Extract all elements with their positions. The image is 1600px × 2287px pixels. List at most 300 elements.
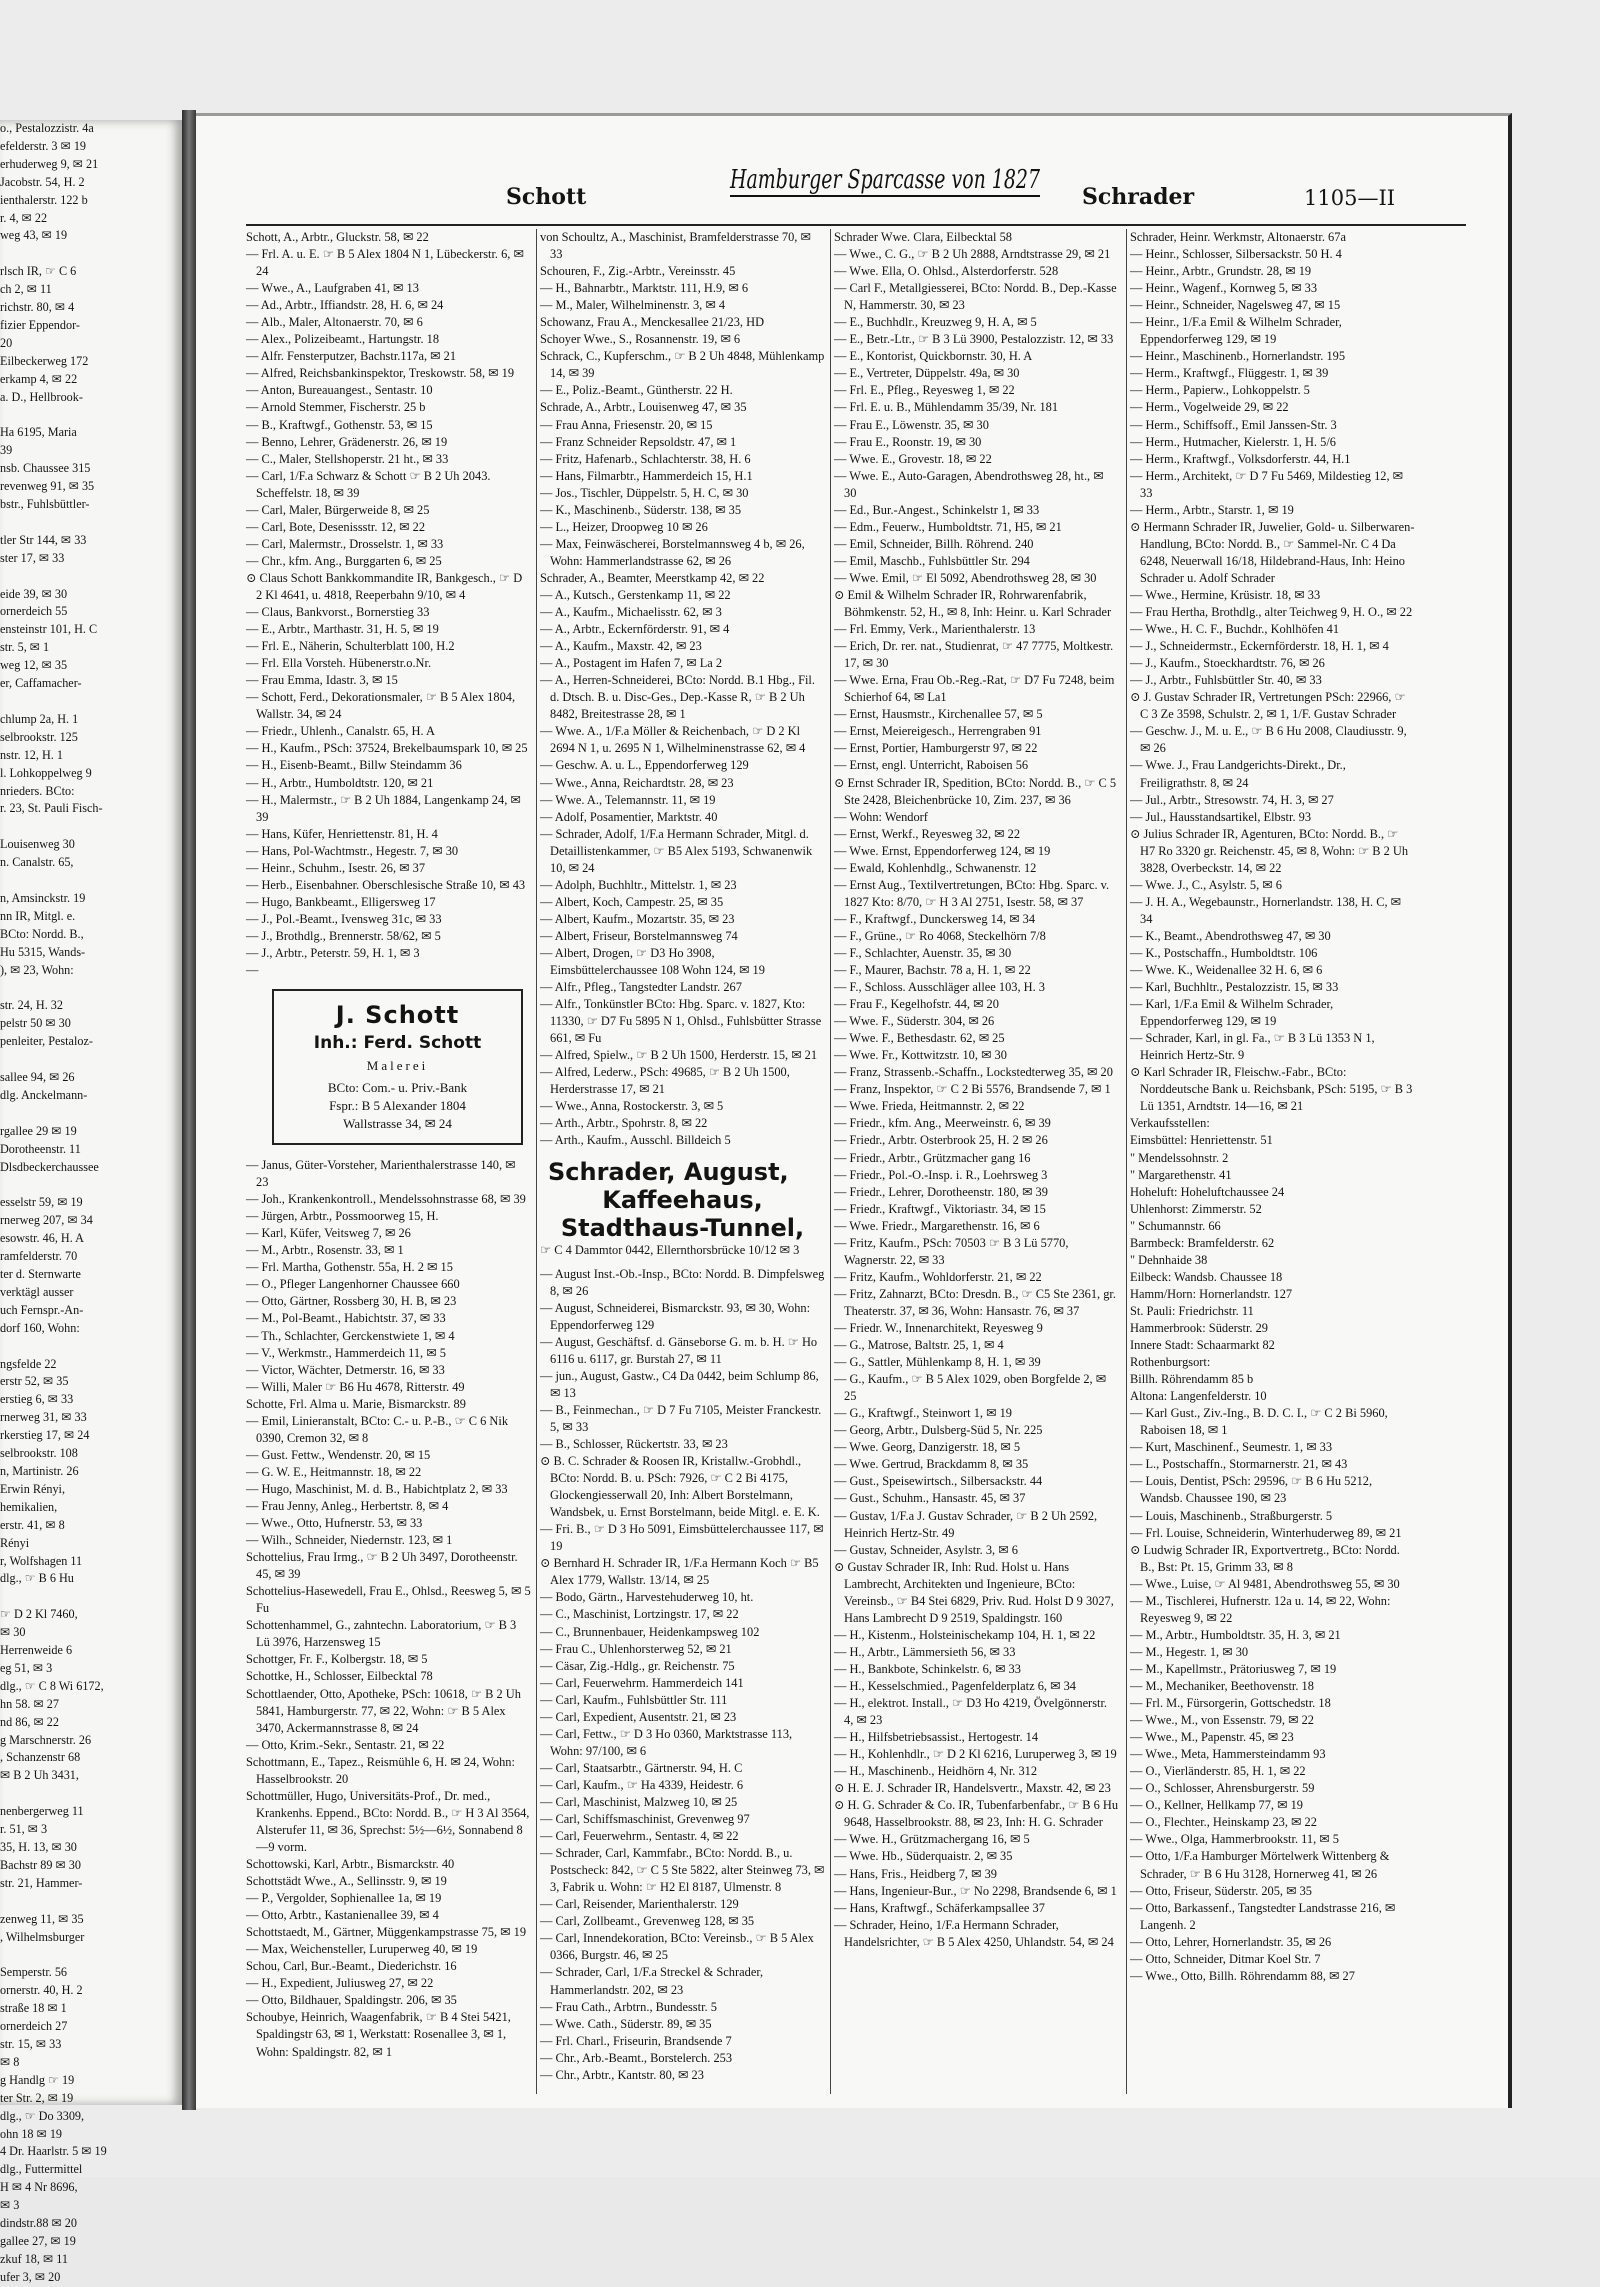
left-page-line: esselstr 59, ✉ 19 [0,1195,83,1210]
directory-entry: — Carl, Malermstr., Drosselstr. 1, ✉ 33 [246,536,444,551]
left-page-line: er, Caffamacher- [0,676,82,691]
left-page-line: Erwin Rényi, [0,1481,65,1496]
directory-entry: — Chr., kfm. Ang., Burggarten 6, ✉ 25 [246,553,442,568]
directory-entry: — Friedr., kfm. Ang., Meerweinstr. 6, ✉ 39 [834,1116,1051,1131]
left-page-line: erkamp 4, ✉ 22 [0,371,78,386]
left-page-line [0,1946,182,1964]
left-page-line: nn IR, Mitgl. e. [0,908,76,923]
directory-entry: Rothenburgsort: [1130,1355,1211,1370]
left-page-line: rnerweg 31, ✉ 33 [0,1410,87,1425]
directory-entry: — H., Eisenb-Beamt., Billw Steindamm 36 [246,758,462,773]
left-page-line [0,693,182,711]
directory-entry: — Claus, Bankvorst., Bornerstieg 33 [246,605,430,620]
directory-entry: — G., Sattler, Mühlenkamp 8, H. 1, ✉ 39 [834,1355,1041,1370]
ad-line: Stadthaus-Tunnel, [560,1213,805,1242]
directory-entry: Innere Stadt: Schaarmarkt 82 [1130,1338,1275,1353]
directory-entry: — Otto, Friseur, Süderstr. 205, ✉ 35 [1130,1883,1312,1898]
left-page-line: 20 [0,335,13,350]
left-page-line: Dorotheenstr. 11 [0,1141,81,1156]
ad-phone: Fspr.: B 5 Alexander 1804 [329,1098,466,1114]
left-page-line: nd 86, ✉ 22 [0,1714,59,1729]
left-page-line: Herrenweide 6 [0,1643,73,1658]
left-page-line: r. 23, St. Pauli Fisch- [0,801,103,816]
directory-entry: — Herm., Vogelweide 29, ✉ 22 [1130,400,1289,415]
left-page-line [0,1176,182,1194]
ad-line: Kaffeehaus, [602,1185,763,1214]
directory-entry: — Wwe. J., C., Asylstr. 5, ✉ 6 [1130,877,1282,892]
directory-entry: — Schrader, Adolf, 1/F.a Hermann Schrader, Mitgl. d. Detaillistenkammer, ☞ B5 Alex 5193, Schwanenwik 10, ✉ 24 [540,826,813,875]
directory-entry: — Otto, Schneider, Ditmar Koel Str. 7 [1130,1951,1321,1966]
directory-entry: — Jul., Hausstandsartikel, Elbstr. 93 [1130,809,1312,824]
directory-entry: — Franz, Strassenb.-Schaffn., Lockstedterweg 35, ✉ 20 [834,1065,1113,1080]
left-page-line: eide 39, ✉ 30 [0,586,68,601]
directory-entry: — Heinr., Arbtr., Grundstr. 28, ✉ 19 [1130,264,1312,279]
left-page-line: ornerdeich 27 [0,2019,68,2034]
directory-entry: — C., Maler, Stellshoperstr. 21 ht., ✉ 33 [246,451,449,466]
directory-entry: — Wwe. E., Auto-Garagen, Abendrothsweg 28, ht., ✉ 30 [834,468,1104,500]
directory-entry: ⊙ Bernhard H. Schrader IR, 1/F.a Hermann Koch ☞ B5 Alex 1779, Wallstr. 13/14, ✉ 25 [540,1556,819,1588]
directory-entry: — M., Arbtr., Humboldtstr. 35, H. 3, ✉ 21 [1130,1627,1341,1642]
directory-entry: — J., Kaufm., Stoeckhardtstr. 76, ✉ 26 [1130,656,1325,671]
left-page-line [0,1051,182,1069]
directory-entry: Hammerbrook: Süderstr. 29 [1130,1321,1268,1335]
directory-entry: Eilbeck: Wandsb. Chaussee 18 [1130,1269,1283,1284]
directory-entry: — Wwe. Frieda, Heitmannstr. 2, ✉ 22 [834,1099,1025,1114]
directory-entry: — Arth., Arbtr., Spohrstr. 8, ✉ 22 [540,1116,708,1131]
column-1 [246,229,531,2094]
directory-entry: Billh. Röhrendamm 85 b [1130,1372,1254,1387]
directory-entry: — H., Bahnarbtr., Marktstr. 111, H.9, ✉ 6 [540,281,749,296]
directory-entry: — Friedr., Uhlenh., Canalstr. 65, H. A [246,724,435,739]
directory-entry: Hamm/Horn: Hornerlandstr. 127 [1130,1286,1293,1301]
directory-entry: — Wwe., M., Papenstr. 45, ✉ 23 [1130,1730,1294,1745]
left-page-line: dlg., ☞ C 8 Wi 6172, [0,1678,104,1693]
directory-entry: — H., Kesselschmied., Pagenfelderplatz 6, ✉ 34 [834,1678,1076,1693]
left-page-line: Jacobstr. 54, H. 2 [0,174,85,189]
left-page-line: ✉ 30 [0,1625,26,1640]
directory-entry: Schottstädt Wwe., A., Sellinsstr. 9, ✉ 19 [246,1874,447,1889]
directory-entry: — Bodo, Gärtn., Harvestehuderweg 10, ht. [540,1590,754,1605]
directory-entry: — Victor, Wächter, Detmerstr. 16, ✉ 33 [246,1362,445,1377]
left-page-line: ✉ 3 [0,2198,20,2213]
left-page-line: r. 4, ✉ 22 [0,210,48,225]
directory-entry: — V., Werkmstr., Hammerdeich 11, ✉ 5 [246,1345,446,1360]
directory-entry: ⊙ J. Gustav Schrader IR, Vertretungen PSch: 22966, ☞ C 3 Ze 3598, Schulstr. 2, ✉ 1, 1/F. Gustav Schrader [1130,690,1406,722]
left-page-line: nrieders. BCto: [0,783,75,798]
directory-entry: — Hans, Fris., Heidberg 7, ✉ 39 [834,1866,997,1881]
directory-entry: — Willi, Maler ☞ B6 Hu 4678, Ritterstr. 49 [246,1379,465,1394]
directory-entry: — Wwe. A., Telemannstr. 11, ✉ 19 [540,792,716,807]
directory-entry: — Herm., Hutmacher, Kielerstr. 1, H. 5/6 [1130,434,1336,449]
directory-entry: — Emil, Linieranstalt, BCto: C.- u. P.-B., ☞ C 6 Nik 0390, Cremon 32, ✉ 8 [246,1413,509,1445]
column-4 [1130,229,1415,2094]
directory-entry: — P., Vergolder, Sophienallee 1a, ✉ 19 [246,1891,442,1906]
directory-entry: von Schoultz, A., Maschinist, Bramfelderstrasse 70, ✉ 33 [540,230,811,262]
directory-entry: — M., Kapellmstr., Prätoriusweg 7, ✉ 19 [1130,1661,1337,1676]
directory-entry: — Arnold Stemmer, Fischerstr. 25 b [246,400,426,415]
directory-entry: — Wohn: Wendorf [834,809,928,824]
ad-trade: Malerei [366,1058,429,1074]
directory-entry: — Alfr. Fensterputzer, Bachstr.117a, ✉ 21 [246,349,457,364]
directory-entry: ⊙ H. G. Schrader & Co. IR, Tubenfarbenfabr., ☞ B 6 Hu 9648, Hasselbrookstr. 88, ✉ 23, Inh: H. G. Schrader [834,1798,1119,1830]
directory-entry: — Carl, Zollbeamt., Grevenweg 128, ✉ 35 [540,1914,755,1929]
directory-entry: — Frl. Emmy, Verk., Marienthalerstr. 13 [834,622,1036,637]
directory-entry: — Schrader, Carl, Kammfabr., BCto: Nordd. B., u. Postscheck: 842, ☞ C 5 Ste 5822, alter Steinweg 73, ✉ 3, Fabrik u. Wohn: ☞ H2 El 8187, Ulmenstr. 8 [540,1846,825,1895]
left-page-line: ramfelderstr. 70 [0,1249,78,1264]
left-page-line: Ha 6195, Maria [0,425,77,440]
directory-entry: — E., Arbtr., Marthastr. 31, H. 5, ✉ 19 [246,622,439,637]
left-page-line [0,1785,182,1803]
left-page-line: Eilbeckerweg 172 [0,353,89,368]
left-page-line [0,818,182,836]
sparcasse-logo [726,144,1046,206]
left-page-line: dlg., ☞ B 6 Hu [0,1571,74,1586]
left-page-line: a. D., Hellbrook- [0,389,83,404]
directory-entry: — Frau Anna, Friesenstr. 20, ✉ 15 [540,417,713,432]
directory-entry: — Wwe. Hb., Süderquaistr. 2, ✉ 35 [834,1849,1013,1864]
directory-entry: — Ed., Bur.-Angest., Schinkelstr 1, ✉ 33 [834,502,1040,517]
left-page-line: rkerstieg 17, ✉ 24 [0,1428,90,1443]
directory-entry: — E., Kontorist, Quickbornstr. 30, H. A [834,349,1033,364]
left-page-line: 39 [0,443,13,458]
left-page-line [0,1588,182,1606]
directory-entry: — J. H. A., Wegebaunstr., Hornerlandstr. 138, H. C, ✉ 34 [1130,894,1402,926]
ad-line: Schrader, August, [548,1157,789,1186]
left-page-line: ster 17, ✉ 33 [0,550,65,565]
directory-entry: Verkaufsstellen: [1130,1116,1210,1131]
left-page-line: Bachstr 89 ✉ 30 [0,1857,81,1872]
directory-entry: — Emil, Schneider, Billh. Röhrend. 240 [834,536,1034,551]
directory-entry: — Wwe., A., Laufgraben 41, ✉ 13 [246,281,419,296]
directory-entry: — Ernst Aug., Textilvertretungen, BCto: Hbg. Sparc. v. 1827 Kto: 8/70, ☞ H 3 Al 2751, Isestr. 58, ✉ 37 [834,877,1110,909]
directory-entry: — Th., Schlachter, Gerckenstwiete 1, ✉ 4 [246,1328,455,1343]
left-page-line: g Handlg ☞ 19 [0,2072,75,2087]
directory-entry: — Frau C., Uhlenhorsterweg 52, ✉ 21 [540,1641,732,1656]
left-page-line: ch 2, ✉ 11 [0,282,52,297]
directory-entry: — Janus, Güter-Vorsteher, Marienthalerstrasse 140, ✉ 23 [246,1158,516,1190]
directory-entry: — Alfr., Tonkünstler BCto: Hbg. Sparc. v. 1827, Kto: 11330, ☞ D7 Fu 5895 N 1, Ohlsd., Fuhlsbütter Strasse 661, ✉ Fu [540,997,822,1046]
directory-entry: — Fritz, Hafenarb., Schlachterstr. 38, H. 6 [540,451,751,466]
directory-entry: Schottger, Fr. F., Kolbergstr. 18, ✉ 5 [246,1652,428,1667]
directory-entry: — Adolf, Posamentier, Marktstr. 40 [540,809,718,824]
column-3 [834,229,1119,2094]
directory-entry: — Wwe. K., Weidenallee 32 H. 6, ✉ 6 [1130,963,1323,978]
directory-entry: — Otto, 1/F.a Hamburger Mörtelwerk Wittenberg & Schrader, ☞ B 6 Hu 3128, Hornerweg 41, ✉ 26 [1130,1849,1390,1881]
directory-entry: — Alfred, Spielw., ☞ B 2 Uh 1500, Herderstr. 15, ✉ 21 [540,1048,818,1063]
left-page-line: dlg., ☞ Do 3309, [0,2108,85,2123]
left-page-line: nstr. 12, H. 1 [0,747,63,762]
header-first-name: Schott [506,184,587,210]
directory-entry: — Frau Jenny, Anleg., Herbertstr. 8, ✉ 4 [246,1499,449,1513]
directory-entry: — Frl. Louise, Schneiderin, Winterhuderweg 89, ✉ 21 [1130,1525,1402,1540]
directory-entry: — H., Maschinenb., Heidhörn 4, Nr. 312 [834,1764,1038,1779]
directory-entry: — Frau Cath., Arbtrn., Bundesstr. 5 [540,1999,717,2014]
directory-entry: — Herm., Kraftwgf., Volksdorferstr. 44, H.1 [1130,451,1351,466]
directory-entry: — Wwe. Gertrud, Brackdamm 8, ✉ 35 [834,1457,1029,1472]
left-page-line: ter Str. 2, ✉ 19 [0,2090,74,2105]
directory-entry: — Kurt, Maschinenf., Seumestr. 1, ✉ 33 [1130,1440,1333,1455]
directory-entry: — Gust. Fettw., Wendenstr. 20, ✉ 15 [246,1447,431,1462]
directory-entry: Schrack, C., Kupferschm., ☞ B 2 Uh 4848, Mühlenkamp 14, ✉ 39 [540,349,825,381]
column-2 [540,229,825,2094]
directory-entry: Eimsbüttel: Henriettenstr. 51 [1130,1133,1273,1148]
directory-entry: — Carl, Staatsarbtr., Gärtnerstr. 94, H. C [540,1760,743,1775]
directory-entry: Schottmann, E., Tapez., Reismühle 6, H. ✉ 24, Wohn: Hasselbrookstr. 20 [246,1754,515,1786]
directory-entry: Schoubye, Heinrich, Waagenfabrik, ☞ B 4 Stei 5421, Spaldingstr 63, ✉ 1, Werkstatt: Rosenallee 3, ✉ 1, Wohn: Spaldingstr. 82, ✉ 1 [246,2010,511,2059]
directory-entry: — Fritz, Zahnarzt, BCto: Dresdn. B., ☞ C5 Ste 2361, gr. Theaterstr. 37, ✉ 36, Wohn: Hansastr. 76, ✉ 37 [834,1286,1116,1318]
directory-entry: — August Inst.-Ob.-Insp., BCto: Nordd. B. Dimpfelsweg 8, ✉ 26 [540,1266,825,1298]
directory-entry: — Geschw. A. u. L., Eppendorferweg 129 [540,758,749,773]
directory-entry: — Karl, Küfer, Veitsweg 7, ✉ 26 [246,1226,411,1241]
directory-entry: — M., Mechaniker, Beethovenstr. 18 [1130,1678,1314,1693]
directory-entry: — Arth., Kaufm., Ausschl. Billdeich 5 [540,1133,731,1148]
directory-entry: — Max, Weichensteller, Luruperweg 40, ✉ 19 [246,1942,478,1957]
directory-entry: — Frl. E., Pfleg., Reyesweg 1, ✉ 22 [834,383,1015,398]
directory-entry: — Alfred, Reichsbankinspektor, Treskowstr. 58, ✉ 19 [246,366,515,381]
directory-entry: — B., Kraftwgf., Gothenstr. 53, ✉ 15 [246,417,433,432]
directory-entry: — Anton, Bureauangest., Sentastr. 10 [246,383,433,398]
directory-entry: — Louis, Dentist, PSch: 29596, ☞ B 6 Hu 5212, Wandsb. Chaussee 190, ✉ 23 [1130,1474,1373,1506]
directory-entry: — Frau E., Löwenstr. 35, ✉ 30 [834,417,989,432]
directory-entry: — Jul., Arbtr., Stresowstr. 74, H. 3, ✉ 27 [1130,792,1334,807]
ad-owner: Inh.: Ferd. Schott [313,1033,482,1054]
directory-entry: " Mendelssohnstr. 2 [1130,1150,1229,1165]
directory-entry: — Carl, Maler, Bürgerweide 8, ✉ 25 [246,502,430,517]
directory-entry: — M., Maler, Wilhelminenstr. 3, ✉ 4 [540,298,726,313]
left-page-line: , Wilhelmsburger [0,1929,85,1944]
ad-line: ☞ C 4 Dammtor 0442, Ellernthorsbrücke 10/12 ✉ 3 [540,1242,800,1257]
directory-entry: — Carl, Fettw., ☞ D 3 Ho 0360, Marktstrasse 113, Wohn: 97/100, ✉ 6 [540,1726,793,1758]
left-page-line: erhuderweg 9, ✉ 21 [0,156,99,171]
column-divider [830,229,831,2094]
left-page-line: Semperstr. 56 [0,1965,68,1980]
directory-entry: Schrader Wwe. Clara, Eilbecktal 58 [834,230,1012,244]
directory-entry: — O., Flechter., Heinskamp 23, ✉ 22 [1130,1815,1317,1830]
directory-entry: — Herm., Kraftwgf., Flüggestr. 1, ✉ 39 [1130,366,1329,381]
directory-entry: — Frl. A. u. E. ☞ B 5 Alex 1804 N 1, Lübeckerstr. 6, ✉ 24 [246,247,524,279]
directory-entry: — L., Heizer, Droopweg 10 ✉ 26 [540,519,708,534]
left-page-line: Louisenweg 30 [0,837,75,852]
directory-entry: — F., Grüne., ☞ Ro 4068, Steckelhörn 7/8 [834,928,1046,943]
directory-entry: — Benno, Lehrer, Grädenerstr. 26, ✉ 19 [246,434,448,449]
directory-entry: — Heinr., Schuhm., Isestr. 26, ✉ 37 [246,860,426,875]
left-page-line [0,568,182,586]
left-page-line: eg 51, ✉ 3 [0,1660,53,1675]
directory-entry: — Heinr., Schneider, Nagelsweg 47, ✉ 15 [1130,298,1341,313]
directory-entry: — Friedr., Arbtr. Osterbrook 25, H. 2 ✉ 26 [834,1133,1048,1148]
directory-entry: — Ernst, Meiereigesch., Herrengraben 91 [834,724,1042,739]
directory-entry: — Friedr. W., Innenarchitekt, Reyesweg 9 [834,1321,1043,1335]
directory-entry: — Hugo, Bankbeamt., Elligersweg 17 [246,894,436,909]
directory-entry: — F., Maurer, Bachstr. 78 a, H. 1, ✉ 22 [834,963,1031,978]
directory-entry: — Hugo, Maschinist, M. d. B., Habichtplatz 2, ✉ 33 [246,1481,508,1496]
directory-entry: — H., Expedient, Juliusweg 27, ✉ 22 [246,1976,434,1991]
directory-entry: — Herm., Architekt, ☞ D 7 Fu 5469, Mildestieg 12, ✉ 33 [1130,468,1404,500]
directory-entry: — Geschw. J., M. u. E., ☞ B 6 Hu 2008, Claudiusstr. 9, ✉ 26 [1130,724,1407,756]
directory-entry: — Hans, Küfer, Henriettenstr. 81, H. 4 [246,826,438,841]
left-page-line: zenweg 11, ✉ 35 [0,1911,84,1926]
left-page-line: verktägl ausser [0,1284,74,1299]
directory-entry: — A., Herren-Schneiderei, BCto: Nordd. B.1 Hbg., Fil. d. Dtsch. B. u. Disc-Ges., Dep.-Kasse R, ☞ B 2 Uh 8482, Breitestrasse 28, ✉ 1 [540,673,815,722]
left-page-line: l. Lohkoppelweg 9 [0,765,92,780]
directory-entry: — J., Schneidermstr., Eckernförderstr. 18, H. 1, ✉ 4 [1130,639,1389,654]
directory-entry: Altona: Langenfelderstr. 10 [1130,1389,1267,1404]
left-page-line: bstr., Fuhlsbüttler- [0,497,90,512]
directory-entry: — C., Maschinist, Lortzingstr. 17, ✉ 22 [540,1607,739,1622]
directory-entry: — Wwe. Cath., Süderstr. 89, ✉ 35 [540,2016,712,2031]
directory-entry: — Wilh., Schneider, Niedernstr. 123, ✉ 1 [246,1533,453,1548]
left-page-line: Dlsdbeckerchaussee [0,1159,99,1174]
directory-entry: ⊙ Gustav Schrader IR, Inh: Rud. Holst u. Hans Lambrecht, Architekten und Ingenieure, BCto: Vereinsb., ☞ B4 Stei 6829, Priv. Rud. Holst D 9 3027, Hans Lambrecht D 9 2519, Spaldingstr. 160 [834,1559,1114,1625]
directory-entry: Schouren, F., Zig.-Arbtr., Vereinsstr. 45 [540,264,736,279]
directory-entry: St. Pauli: Friedrichstr. 11 [1130,1303,1254,1318]
directory-entry: — Karl, 1/F.a Emil & Wilhelm Schrader, Eppendorferweg 129, ✉ 19 [1130,997,1334,1029]
directory-entry: — H., Kaufm., PSch: 37524, Brekelbaumspark 10, ✉ 25 [246,741,528,756]
directory-entry: — H., elektrot. Install., ☞ D3 Ho 4219, Övelgönnerstr. 4, ✉ 23 [834,1696,1107,1728]
directory-entry: — Wwe., H. C. F., Buchdr., Kohlhöfen 41 [1130,622,1340,637]
directory-entry: — Wwe., Olga, Hammerbrookstr. 11, ✉ 5 [1130,1832,1339,1847]
header-rule [246,224,1466,226]
left-page-line: selbrookstr. 108 [0,1446,78,1461]
directory-entry: — Albert, Drogen, ☞ D3 Ho 3908, Eimsbüttelerchaussee 108 Wohn 124, ✉ 19 [540,945,765,978]
directory-entry: ⊙ Claus Schott Bankkommandite IR, Bankgesch., ☞ D 2 Kl 4641, u. 4818, Reeperbahn 9/10, ✉ 4 [246,570,523,602]
directory-entry: — Wwe., M., von Essenstr. 79, ✉ 22 [1130,1713,1314,1728]
directory-entry: — Ad., Arbtr., Iffiandstr. 28, H. 6, ✉ 24 [246,298,444,313]
directory-entry: — Louis, Maschinenb., Straßburgerstr. 5 [1130,1508,1333,1523]
directory-entry: Schottenhammel, G., zahntechn. Laboratorium, ☞ B 3 Lü 3976, Harzensweg 15 [246,1618,517,1650]
directory-entry: — Emil, Maschb., Fuhlsbüttler Str. 294 [834,553,1030,568]
directory-entry: — Carl, Reisender, Marienthalerstr. 129 [540,1897,739,1912]
directory-entry: ⊙ B. C. Schrader & Roosen IR, Kristallw.-Grobhdl., BCto: Nordd. B. u. PSch: 7926, ☞ C 2 Bi 4175, Glockengiesserwall 20, Inh: Albert Borstelmann, Wandsbek, u. Ernst Borstelmann, beide Mitgl. e. E. K. [540,1454,820,1520]
directory-entry: " Margarethenstr. 41 [1130,1167,1232,1182]
left-page-line: esowstr. 46, H. A [0,1231,84,1246]
left-page-line: hemikalien, [0,1499,58,1514]
directory-entry: — Gustav, Schneider, Asylstr. 3, ✉ 6 [834,1542,1018,1557]
column-divider [1126,229,1127,2094]
directory-entry: — F., Schloss. Ausschläger allee 103, H. 3 [834,980,1046,995]
directory-entry: — Frl. E. u. B., Mühlendamm 35/39, Nr. 181 [834,400,1059,415]
directory-entry: — K., Beamt., Abendrothsweg 47, ✉ 30 [1130,928,1331,943]
left-page-line: weg 12, ✉ 35 [0,658,68,673]
directory-entry: — Wwe. F., Bethesdastr. 62, ✉ 25 [834,1031,1005,1046]
directory-entry: — Wwe., Meta, Hammersteindamm 93 [1130,1747,1326,1762]
directory-entry: — F., Schlachter, Auenstr. 35, ✉ 30 [834,945,1012,960]
ad-bank: BCto: Com.- u. Priv.-Bank [327,1080,468,1096]
directory-entry: — Friedr., Pol.-O.-Insp. i. R., Loehrsweg 3 [834,1167,1048,1182]
left-page-line: efelderstr. 3 ✉ 19 [0,138,87,153]
directory-entry: — Alfr., Pfleg., Tangstedter Landstr. 267 [540,980,742,995]
directory-entry: — Frl. Martha, Gothenstr. 55a, H. 2 ✉ 15 [246,1260,453,1275]
directory-entry: — Otto, Krim.-Sekr., Sentastr. 21, ✉ 22 [246,1737,445,1752]
directory-entry: — Ernst, Werkf., Reyesweg 32, ✉ 22 [834,826,1021,841]
directory-entry: — August, Schneiderei, Bismarckstr. 93, ✉ 30, Wohn: Eppendorferweg 129 [540,1300,811,1332]
left-page-line: ☞ D 2 Kl 7460, [0,1607,78,1622]
directory-entry: — Friedr., Kraftwgf., Viktoriastr. 34, ✉ 15 [834,1201,1046,1216]
directory-entry: ⊙ Ernst Schrader IR, Spedition, BCto: Nordd. B., ☞ C 5 Ste 2428, Bleichenbrücke 10, Zim. 237, ✉ 36 [834,775,1117,807]
left-page-line [0,245,182,263]
left-page-line: rlsch IR, ☞ C 6 [0,264,77,279]
directory-entry: — Wwe. Georg, Danzigerstr. 18, ✉ 5 [834,1440,1021,1455]
directory-entry: Schowanz, Frau A., Menckesallee 21/23, HD [540,315,765,330]
left-page-line: H ✉ 4 Nr 8696, [0,2180,78,2195]
directory-entry: — Gustav, 1/F.a J. Gustav Schrader, ☞ B 2 Uh 2592, Heinrich Hertz-Str. 49 [834,1508,1098,1540]
left-page-line: gallee 27, ✉ 19 [0,2233,76,2248]
directory-entry: — Friedr., Lehrer, Dorotheenstr. 180, ✉ 39 [834,1184,1048,1199]
directory-entry: — Albert, Friseur, Borstelmannsweg 74 [540,928,738,943]
directory-entry: — Wwe. Ernst, Eppendorferweg 124, ✉ 19 [834,843,1051,858]
directory-entry: — B., Feinmechan., ☞ D 7 Fu 7105, Meister Franckestr. 5, ✉ 33 [540,1402,822,1434]
directory-entry: — Adolph, Buchhltr., Mittelstr. 1, ✉ 23 [540,877,737,892]
directory-entry: — Max, Feinwäscherei, Borstelmannsweg 4 b, ✉ 26, Wohn: Hammerlandstrasse 62, ✉ 26 [540,536,805,568]
directory-entry: — Gust., Schuhm., Hansastr. 45, ✉ 37 [834,1491,1026,1506]
directory-entry: — E., Buchhdlr., Kreuzweg 9, H. A, ✉ 5 [834,315,1037,330]
left-page-line: str. 24, H. 32 [0,998,63,1013]
directory-entry: Schrader, A., Beamter, Meerstkamp 42, ✉ 22 [540,570,765,585]
left-page-line: weg 43, ✉ 19 [0,228,68,243]
directory-entry: — Carl, Schiffsmaschinist, Grevenweg 97 [540,1812,750,1827]
directory-entry: — J., Arbtr., Peterstr. 59, H. 1, ✉ 3 [246,945,420,960]
directory-entry: — Georg, Arbtr., Dulsberg-Süd 5, Nr. 225 [834,1423,1043,1438]
left-page-line: ornerstr. 40, H. 2 [0,1983,83,1998]
directory-entry: — Frl. M., Fürsorgerin, Gottschedstr. 18 [1130,1696,1331,1711]
left-page-line: ngsfelde 22 [0,1356,57,1371]
directory-entry: — M., Pol-Beamt., Habichtstr. 37, ✉ 33 [246,1311,446,1326]
ad-title: J. Schott [335,1001,460,1030]
left-page-line: ohn 18 ✉ 19 [0,2126,63,2141]
directory-entry: — Fritz, Kaufm., Wohldorferstr. 21, ✉ 22 [834,1269,1042,1284]
page-header [196,116,1508,211]
left-page-line: Hu 5315, Wands- [0,944,86,959]
directory-entry: — Wwe., C. G., ☞ B 2 Uh 2888, Arndtstrasse 29, ✉ 21 [834,247,1111,262]
directory-entry: — E., Betr.-Ltr., ☞ B 3 Lü 3900, Pestalozzistr. 12, ✉ 33 [834,332,1114,347]
directory-entry: — Otto, Arbtr., Kastanienallee 39, ✉ 4 [246,1908,439,1923]
left-page-line [0,872,182,890]
directory-entry: — Hans, Ingenieur-Bur., ☞ No 2298, Brandsende 6, ✉ 1 [834,1883,1117,1898]
directory-entry: — Carl, Feuerwehrm., Sentastr. 4, ✉ 22 [540,1829,739,1844]
directory-entry: — Frau F., Kegelhofstr. 44, ✉ 20 [834,997,999,1012]
directory-entry: — H., Arbtr., Lämmersieth 56, ✉ 33 [834,1644,1016,1659]
directory-entry: " Dehnhaide 38 [1130,1252,1208,1267]
directory-entry: — Carl, Bote, Desenissstr. 12, ✉ 22 [246,519,426,534]
directory-entry: — Wwe., Luise, ☞ Al 9481, Abendrothsweg 55, ✉ 30 [1130,1576,1400,1591]
directory-entry: — Carl, Feuerwehrm. Hammerdeich 141 [540,1675,744,1690]
directory-entry: Schottelius-Hasewedell, Frau E., Ohlsd., Reesweg 5, ✉ 5 Fu [246,1584,531,1616]
left-page-line: n, Amsinckstr. 19 [0,890,86,905]
directory-entry: — Jürgen, Arbtr., Possmoorweg 15, H. [246,1209,439,1224]
advertisement-box [272,989,523,1145]
directory-entry: Uhlenhorst: Zimmerstr. 52 [1130,1201,1262,1216]
directory-entry: — Wwe. Fr., Kottwitzstr. 10, ✉ 30 [834,1048,1007,1063]
directory-entry: Schrader, Heinr. Werkmstr, Altonaerstr. 67a [1130,230,1346,244]
left-page-line [0,514,182,532]
directory-entry: Schou, Carl, Bur.-Beamt., Diederichstr. 16 [246,1959,457,1974]
column-divider [536,229,537,2094]
directory-entry: — August, Geschäftsf. d. Gänseborse G. m. b. H. ☞ Ho 6116 u. 6117, gr. Burstah 27, ✉ 11 [540,1334,818,1366]
directory-entry: — Otto, Barkassenf., Tangstedter Landstrasse 216, ✉ Langenh. 2 [1130,1900,1396,1932]
directory-entry: Schoyer Wwe., S., Rosannenstr. 19, ✉ 6 [540,332,741,347]
directory-entry: — Frl. Ella Vorsteh. Hübenerstr.o.Nr. [246,656,432,671]
left-page-line: n. Canalstr. 65, [0,855,74,870]
directory-entry: — Fritz, Kaufm., PSch: 70503 ☞ B 3 Lü 5770, Wagnerstr. 22, ✉ 33 [834,1235,1069,1267]
directory-entry: — G., Matrose, Baltstr. 25, 1, ✉ 4 [834,1338,1004,1353]
directory-entry: — M., Arbtr., Rosenstr. 33, ✉ 1 [246,1243,404,1258]
left-page-line: o., Pestalozzistr. 4a [0,121,94,135]
directory-entry: — Heinr., Maschinenb., Hornerlandstr. 195 [1130,349,1346,364]
directory-entry: — Wwe. J., Frau Landgerichts-Direkt., Dr., Freiligrathstr. 8, ✉ 24 [1130,758,1346,790]
directory-entry: — C., Brunnenbauer, Heidenkampsweg 102 [540,1624,760,1639]
directory-entry: — A., Postagent im Hafen 7, ✉ La 2 [540,656,723,671]
directory-entry: Schottke, H., Schlosser, Eilbecktal 78 [246,1669,433,1684]
